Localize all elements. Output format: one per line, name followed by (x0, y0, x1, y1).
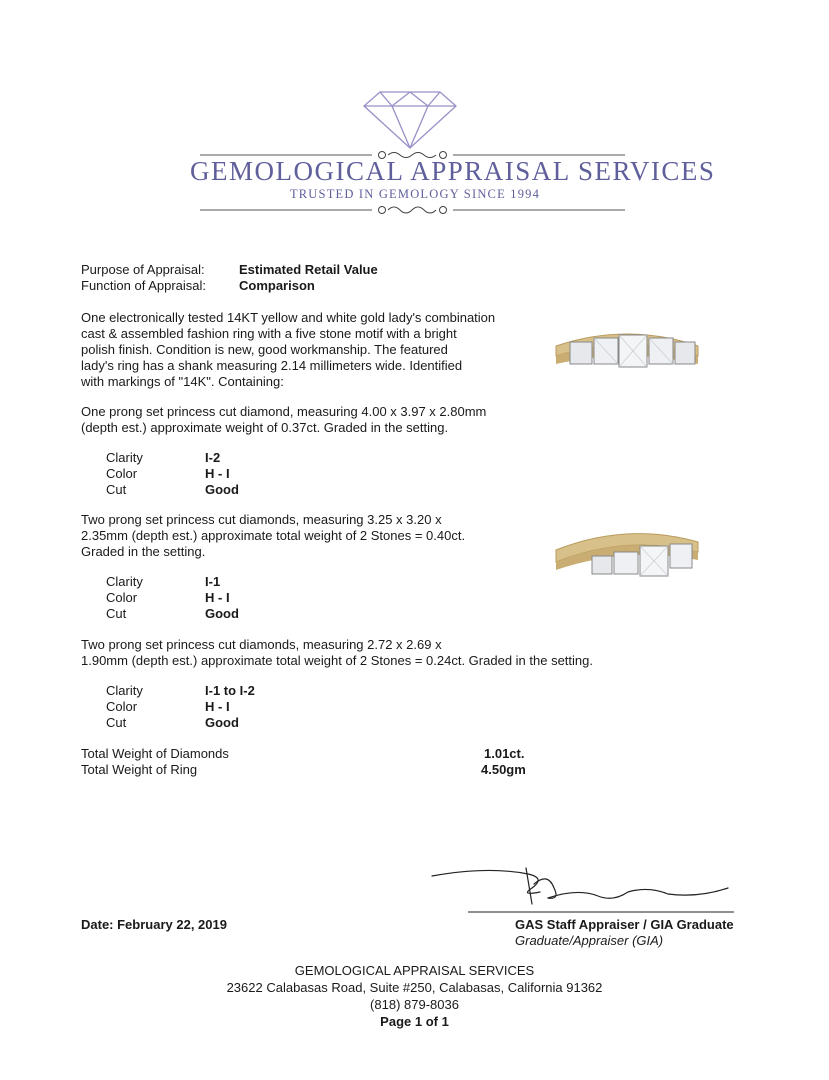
stone-text-line: One prong set princess cut diamond, measuring 4.00 x 3.97 x 2.80mm (81, 404, 487, 419)
company-name: GEMOLOGICAL APPRAISAL SERVICES (190, 156, 716, 186)
appraisal-date: Date: February 22, 2019 (81, 917, 227, 932)
stone-text-line: (depth est.) approximate weight of 0.37ct. Graded in the setting. (81, 420, 449, 435)
total-value: 1.01ct. (484, 746, 525, 761)
stone-group-2-specs (0, 574, 829, 622)
stone-group-3-text (81, 637, 701, 669)
spec-value: H - I (205, 699, 230, 714)
spec-label: Clarity (106, 683, 143, 698)
footer-address: 23622 Calabasas Road, Suite #250, Calabasas, California 91362 (226, 980, 603, 995)
diamond-icon (360, 88, 460, 150)
function-value: Comparison (239, 278, 315, 293)
stone-text-line: Two prong set princess cut diamonds, measuring 2.72 x 2.69 x (81, 637, 442, 652)
signature-image (428, 858, 738, 916)
spec-value: I-1 to I-2 (205, 683, 255, 698)
spec-value: I-1 (205, 574, 221, 589)
ornamental-divider-bottom (200, 203, 625, 217)
stone-group-2-text (81, 512, 581, 560)
footer-company: GEMOLOGICAL APPRAISAL SERVICES (294, 963, 535, 978)
spec-label: Cut (106, 482, 127, 497)
appraiser-subtitle: Graduate/Appraiser (GIA) (515, 933, 664, 948)
stone-group-3-specs (0, 683, 829, 731)
spec-value: H - I (205, 466, 230, 481)
description-line: with markings of "14K". Containing: (81, 374, 284, 389)
spec-value: I-2 (205, 450, 221, 465)
spec-value: Good (205, 482, 239, 497)
description-line: lady's ring has a shank measuring 2.14 millimeters wide. Identified (81, 358, 463, 373)
stone-group-1-text (81, 404, 581, 436)
spec-label: Cut (106, 606, 127, 621)
spec-label: Color (106, 466, 138, 481)
stone-text-line: Graded in the setting. (81, 544, 206, 559)
function-label: Function of Appraisal: (81, 278, 207, 293)
stone-group-1-specs (0, 450, 829, 498)
stone-text-line: 1.90mm (depth est.) approximate total weight of 2 Stones = 0.24ct. Graded in the setting. (81, 653, 593, 668)
spec-label: Color (106, 699, 138, 714)
spec-label: Clarity (106, 574, 143, 589)
spec-value: H - I (205, 590, 230, 605)
description-line: One electronically tested 14KT yellow and white gold lady's combination (81, 310, 496, 325)
description-line: cast & assembled fashion ring with a five stone motif with a bright (81, 326, 457, 341)
footer-phone: (818) 879-8036 (370, 997, 459, 1012)
page-number: Page 1 of 1 (380, 1014, 449, 1029)
spec-value: Good (205, 606, 239, 621)
stone-text-line: Two prong set princess cut diamonds, measuring 3.25 x 3.20 x (81, 512, 442, 527)
ring-description (81, 310, 531, 390)
spec-label: Clarity (106, 450, 143, 465)
spec-value: Good (205, 715, 239, 730)
description-line: polish finish. Condition is new, good workmanship. The featured (81, 342, 448, 357)
total-label: Total Weight of Ring (81, 762, 198, 777)
spec-label: Cut (106, 715, 127, 730)
stone-text-line: 2.35mm (depth est.) approximate total weight of 2 Stones = 0.40ct. (81, 528, 466, 543)
company-tagline: TRUSTED IN GEMOLOGY SINCE 1994 (289, 187, 541, 201)
purpose-value: Estimated Retail Value (239, 262, 378, 277)
purpose-label: Purpose of Appraisal: (81, 262, 205, 277)
ring-photo-front (552, 318, 702, 383)
spec-label: Color (106, 590, 138, 605)
total-value: 4.50gm (481, 762, 526, 777)
total-label: Total Weight of Diamonds (81, 746, 229, 761)
appraiser-title: GAS Staff Appraiser / GIA Graduate (515, 917, 734, 932)
